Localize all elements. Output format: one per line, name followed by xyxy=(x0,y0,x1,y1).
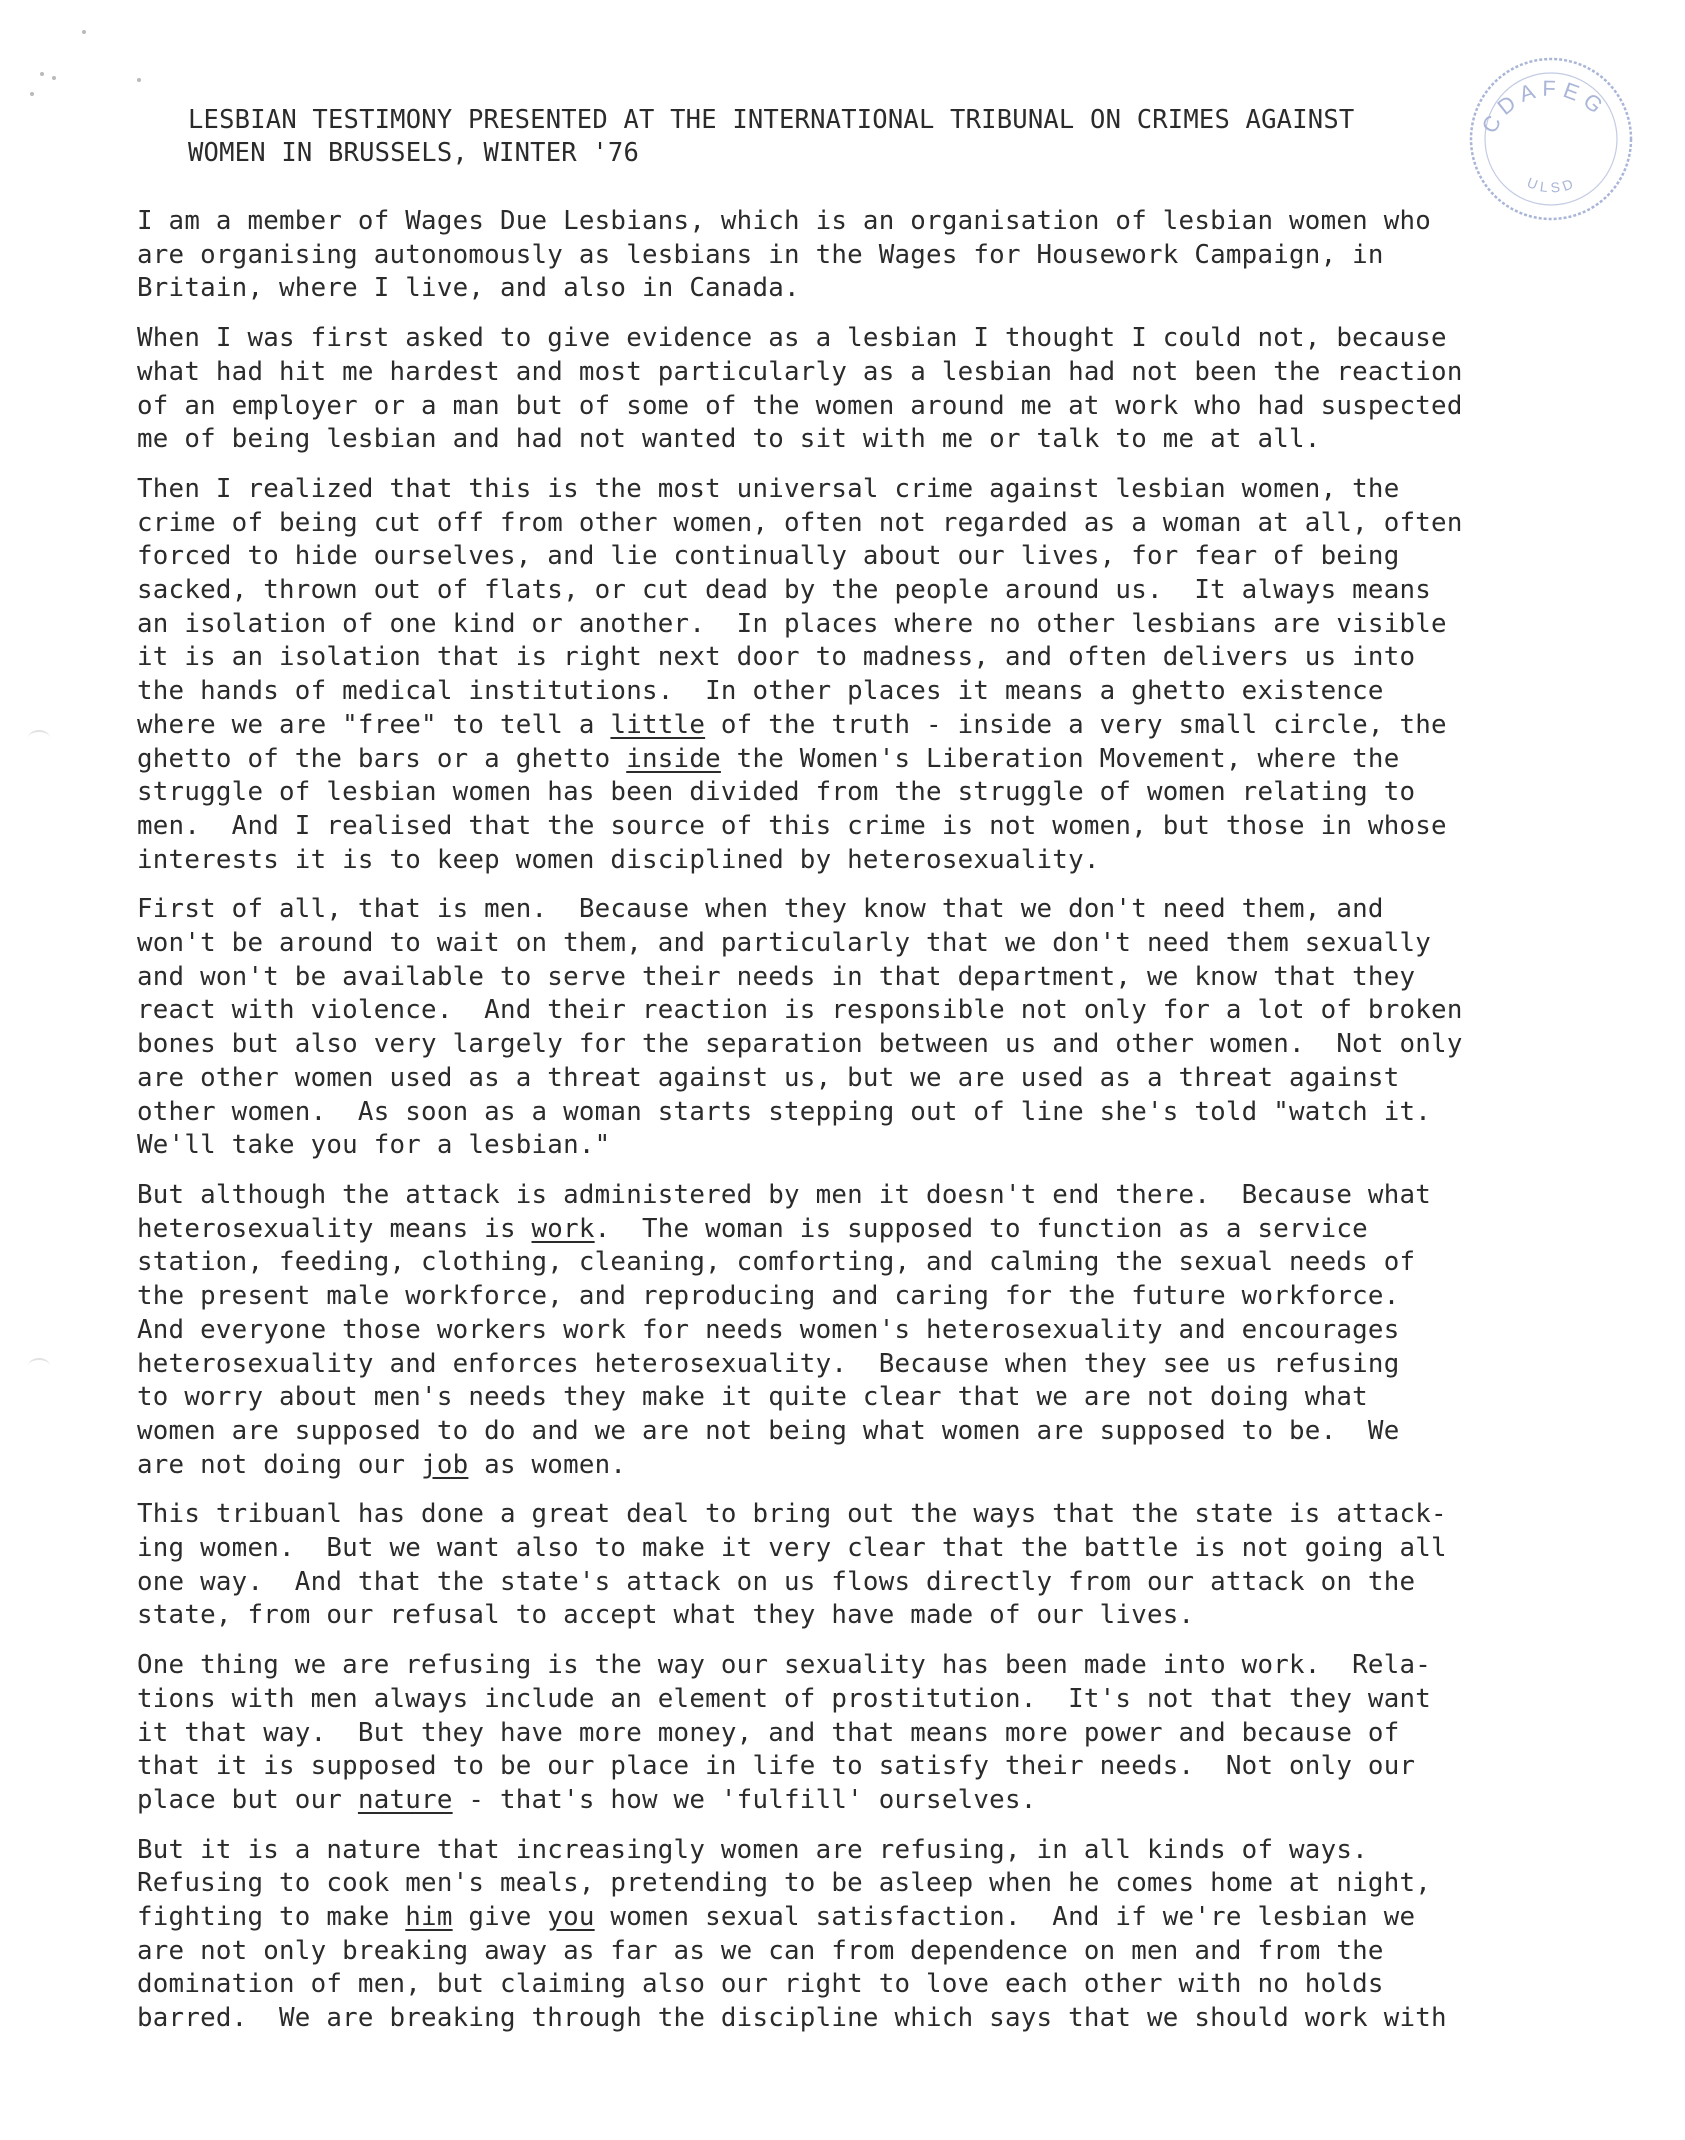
text-line: an isolation of one kind or another. In places where no other lesbians are visible xyxy=(137,608,1447,639)
svg-text:CDAFEG: CDAFEG xyxy=(1476,75,1613,138)
text-line: And everyone those workers work for needs women's heterosexuality and encourages xyxy=(137,1314,1400,1345)
text-line: ing women. But we want also to make it very clear that the battle is not going all xyxy=(137,1533,1447,1564)
text-line: But although the attack is administered by men it doesn't end there. Because what xyxy=(137,1179,1432,1210)
heading-line: LESBIAN TESTIMONY PRESENTED AT THE INTERNATIONAL TRIBUNAL ON CRIMES AGAINST xyxy=(188,105,1355,135)
text-segment: the Women's Liberation Movement, where the xyxy=(720,743,1400,774)
margin-mark xyxy=(28,730,50,746)
text-line: But it is a nature that increasingly women are refusing, in all kinds of ways. xyxy=(137,1834,1368,1865)
ink-speck xyxy=(52,76,56,80)
underlined-word: him xyxy=(405,1902,453,1933)
text-segment: - that's how we 'fulfill' ourselves. xyxy=(452,1784,1037,1815)
text-segment: are not doing our xyxy=(137,1449,422,1480)
margin-mark xyxy=(28,1358,50,1374)
paragraph-8 xyxy=(137,1834,1577,2036)
text-line xyxy=(137,709,1577,743)
text-line: One thing we are refusing is the way our sexuality has been made into work. Rela- xyxy=(137,1650,1432,1681)
text-line xyxy=(137,1213,1577,1247)
text-line: station, feeding, clothing, cleaning, comforting, and calming the sexual needs of xyxy=(137,1247,1416,1278)
text-segment: ghetto of the bars or a ghetto xyxy=(137,743,627,774)
text-line: react with violence. And their reaction is responsible not only for a lot of broken xyxy=(137,995,1463,1026)
text-segment: give xyxy=(452,1902,548,1933)
paragraph-1 xyxy=(137,205,1577,306)
text-segment: heterosexuality means is xyxy=(137,1213,532,1244)
text-line: state, from our refusal to accept what they have made of our lives. xyxy=(137,1600,1195,1631)
text-line: interests it is to keep women disciplined by heterosexuality. xyxy=(137,844,1100,875)
paragraph-4 xyxy=(137,893,1577,1163)
document-heading xyxy=(188,104,1488,170)
text-line: Britain, where I live, and also in Canada. xyxy=(137,273,800,304)
text-line: it that way. But they have more money, and that means more power and because of xyxy=(137,1717,1400,1748)
ink-speck xyxy=(82,30,86,34)
text-line: what had hit me hardest and most particularly as a lesbian had not been the reaction xyxy=(137,356,1463,387)
text-segment: place but our xyxy=(137,1784,358,1815)
underlined-word: little xyxy=(610,709,706,740)
text-line xyxy=(137,1784,1577,1818)
text-line: women are supposed to do and we are not being what women are supposed to be. We xyxy=(137,1415,1400,1446)
text-line: tions with men always include an element of prostitution. It's not that they want xyxy=(137,1683,1432,1714)
text-line: one way. And that the state's attack on us flows directly from our attack on the xyxy=(137,1566,1416,1597)
text-line: and won't be available to serve their needs in that department, we know that they xyxy=(137,961,1416,992)
text-line: sacked, thrown out of flats, or cut dead by the people around us. It always means xyxy=(137,575,1432,606)
text-line: won't be around to wait on them, and particularly that we don't need them sexually xyxy=(137,928,1432,959)
text-line xyxy=(137,743,1577,777)
svg-text:ULSD: ULSD xyxy=(1524,174,1579,196)
text-line: are other women used as a threat against us, but we are used as a threat against xyxy=(137,1062,1400,1093)
text-line: heterosexuality and enforces heterosexuality. Because when they see us refusing xyxy=(137,1348,1400,1379)
text-line: This tribuanl has done a great deal to bring out the ways that the state is attack- xyxy=(137,1499,1447,1530)
text-segment: women sexual satisfaction. And if we're lesbian we xyxy=(594,1902,1416,1933)
ink-speck xyxy=(40,72,44,76)
paragraph-7 xyxy=(137,1649,1577,1818)
text-line: men. And I realised that the source of this crime is not women, but those in whose xyxy=(137,810,1447,841)
text-line: other women. As soon as a woman starts stepping out of line she's told "watch it. xyxy=(137,1096,1432,1127)
text-line: to worry about men's needs they make it quite clear that we are not doing what xyxy=(137,1382,1368,1413)
text-segment: . The woman is supposed to function as a service xyxy=(594,1213,1368,1244)
text-line: struggle of lesbian women has been divided from the struggle of women relating to xyxy=(137,777,1416,808)
text-line xyxy=(137,1449,1577,1483)
text-line: that it is supposed to be our place in life to satisfy their needs. Not only our xyxy=(137,1751,1416,1782)
text-line: bones but also very largely for the separation between us and other women. Not only xyxy=(137,1029,1463,1060)
underlined-word: job xyxy=(421,1449,469,1480)
paragraph-3 xyxy=(137,473,1577,877)
paragraph-2 xyxy=(137,322,1577,457)
text-line: me of being lesbian and had not wanted to sit with me or talk to me at all. xyxy=(137,424,1321,455)
text-segment: of the truth - inside a very small circle, the xyxy=(705,709,1447,740)
text-line: the hands of medical institutions. In other places it means a ghetto existence xyxy=(137,676,1384,707)
text-segment: fighting to make xyxy=(137,1902,406,1933)
text-line: domination of men, but claiming also our right to love each other with no holds xyxy=(137,1969,1384,2000)
text-line: We'll take you for a lesbian." xyxy=(137,1130,611,1161)
underlined-word: nature xyxy=(357,1784,453,1815)
text-line: are not only breaking away as far as we can from dependence on men and from the xyxy=(137,1935,1384,1966)
archive-stamp-icon xyxy=(1462,50,1640,228)
document-body xyxy=(137,205,1577,2052)
text-line: Then I realized that this is the most universal crime against lesbian women, the xyxy=(137,473,1400,504)
ink-speck xyxy=(137,78,141,82)
text-line: When I was first asked to give evidence as a lesbian I thought I could not, because xyxy=(137,323,1447,354)
text-line: I am a member of Wages Due Lesbians, which is an organisation of lesbian women who xyxy=(137,206,1432,236)
text-line: of an employer or a man but of some of the women around me at work who had suspected xyxy=(137,390,1463,421)
ink-speck xyxy=(30,92,34,96)
paragraph-6 xyxy=(137,1498,1577,1633)
underlined-word: inside xyxy=(626,743,721,774)
text-segment: where we are "free" to tell a xyxy=(137,709,611,740)
text-line: First of all, that is men. Because when they know that we don't need them, and xyxy=(137,894,1384,925)
text-line: it is an isolation that is right next door to madness, and often delivers us into xyxy=(137,642,1416,673)
underlined-word: you xyxy=(547,1902,595,1933)
text-line: barred. We are breaking through the discipline which says that we should work with xyxy=(137,2003,1447,2034)
text-line: Refusing to cook men's meals, pretending to be asleep when he comes home at night, xyxy=(137,1868,1432,1899)
text-line: the present male workforce, and reproducing and caring for the future workforce. xyxy=(137,1281,1400,1312)
text-line xyxy=(137,1901,1577,1935)
paragraph-5 xyxy=(137,1179,1577,1482)
text-line: crime of being cut off from other women, often not regarded as a woman at all, often xyxy=(137,507,1463,538)
underlined-word: work xyxy=(531,1213,595,1244)
text-line: are organising autonomously as lesbians in the Wages for Housework Campaign, in xyxy=(137,239,1384,270)
heading-line: WOMEN IN BRUSSELS, WINTER '76 xyxy=(188,138,640,168)
text-line: forced to hide ourselves, and lie continually about our lives, for fear of being xyxy=(137,541,1400,572)
text-segment: as women. xyxy=(468,1449,627,1480)
